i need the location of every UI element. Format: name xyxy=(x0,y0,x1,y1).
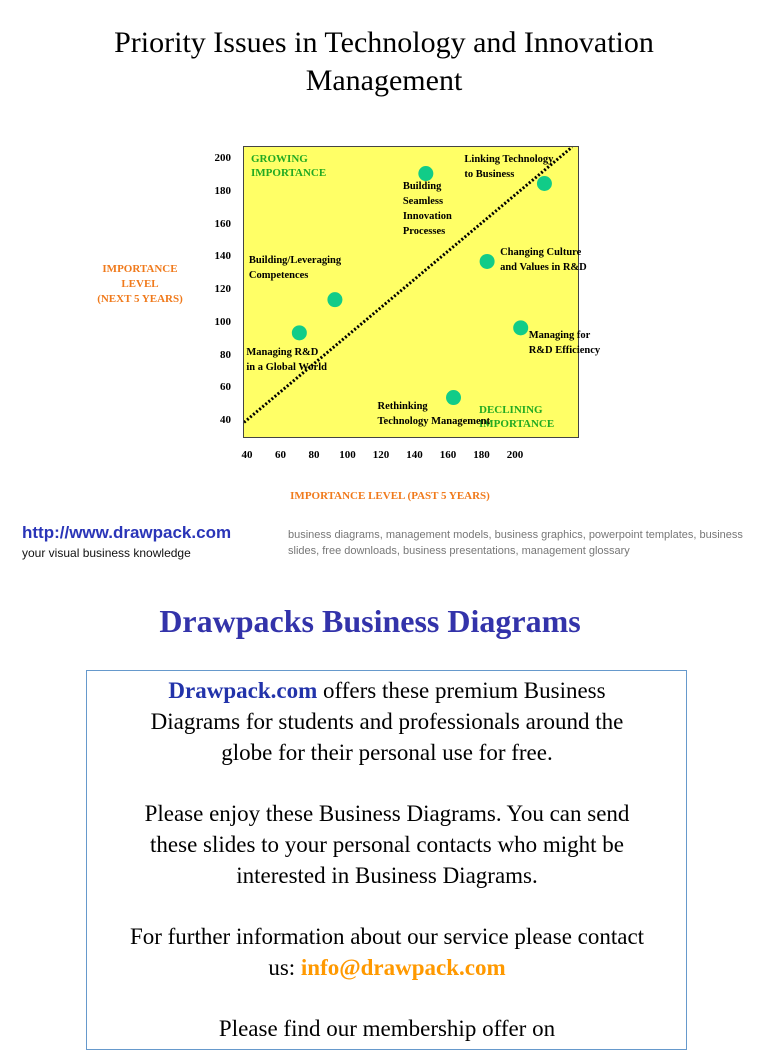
x-tick-label: 160 xyxy=(439,449,457,461)
plot-area xyxy=(243,146,601,438)
brand-link[interactable]: Drawpack.com xyxy=(168,678,318,703)
zone-label-line: IMPORTANCE xyxy=(251,167,327,179)
point-label xyxy=(464,152,553,182)
info-line xyxy=(87,675,687,706)
title-line-2: Management xyxy=(305,64,463,97)
x-axis-label: IMPORTANCE LEVEL (PAST 5 YEARS) xyxy=(290,490,490,502)
zone-label-line: DECLINING xyxy=(479,404,543,416)
point-label-line: Seamless xyxy=(402,195,444,207)
zone-label-line: IMPORTANCE xyxy=(479,418,555,430)
x-tick-label: 200 xyxy=(506,449,524,461)
point-label xyxy=(249,253,341,283)
point-label xyxy=(378,399,491,429)
y-tick-label: 120 xyxy=(214,283,231,295)
info-line: Diagrams for students and professionals around the xyxy=(150,709,624,734)
x-tick-label: 60 xyxy=(275,449,286,461)
tagline: your visual business knowledge xyxy=(22,546,191,560)
info-paragraph-2 xyxy=(87,798,687,891)
section-title: Drawpacks Business Diagrams xyxy=(159,603,581,639)
point-label xyxy=(403,179,452,239)
y-tick-label: 140 xyxy=(214,250,231,263)
info-paragraph-1 xyxy=(87,675,687,768)
y-tick-label: 100 xyxy=(214,315,231,328)
info-line: Please find our membership offer on xyxy=(218,1016,556,1041)
y-tick-label: 60 xyxy=(220,381,231,394)
website-link[interactable]: http://www.drawpack.com xyxy=(22,523,232,542)
point-label-line: and Values in R&D xyxy=(500,262,587,274)
y-tick-label: 80 xyxy=(220,348,231,361)
info-box xyxy=(86,670,687,1050)
point-label-line: Managing for xyxy=(528,329,591,341)
point-label-line: Building xyxy=(402,180,442,192)
point-label-line: Competences xyxy=(248,269,309,281)
data-point xyxy=(480,254,495,269)
point-label-line: R&D Efficiency xyxy=(528,344,601,356)
info-line xyxy=(87,952,687,983)
point-label-line: to Business xyxy=(464,168,515,180)
data-point xyxy=(292,325,307,340)
info-line: these slides to your personal contacts who might be xyxy=(150,832,624,857)
y-tick-label: 180 xyxy=(214,184,231,197)
point-label-line: Managing R&D xyxy=(246,346,319,358)
point-label-line: Changing Culture xyxy=(500,247,582,259)
y-axis-label xyxy=(86,262,194,307)
point-label-line: Innovation xyxy=(402,210,452,222)
x-tick-label: 180 xyxy=(473,449,490,461)
zone-label-line: GROWING xyxy=(251,153,308,165)
point-label xyxy=(246,345,327,375)
x-tick-label: 80 xyxy=(308,449,320,461)
info-paragraph-3 xyxy=(87,921,687,983)
x-tick-label: 120 xyxy=(372,449,390,461)
y-axis-label-line: IMPORTANCE xyxy=(102,263,178,275)
data-point xyxy=(513,320,528,335)
title-line-1: Priority Issues in Technology and Innovation xyxy=(114,26,654,59)
info-line: interested in Business Diagrams. xyxy=(236,863,538,888)
point-label-line: in a Global World xyxy=(246,361,327,373)
info-paragraph-4 xyxy=(87,1013,687,1044)
info-line: globe for their personal use for free. xyxy=(221,740,553,765)
growing-importance-zone-label xyxy=(251,152,326,180)
info-line: Please enjoy these Business Diagrams. You can send xyxy=(144,801,630,826)
point-label-line: Processes xyxy=(402,225,446,237)
x-tick-label: 40 xyxy=(241,449,253,461)
y-tick-label: 40 xyxy=(220,414,231,426)
info-line: For further information about our service please contact xyxy=(129,924,645,949)
info-text: us: xyxy=(268,955,301,980)
point-label-line: Building/Leveraging xyxy=(248,254,342,266)
info-text: offers these premium Business xyxy=(317,678,606,703)
y-tick-label: 200 xyxy=(214,152,231,164)
point-label-line: Rethinking xyxy=(377,400,428,412)
y-axis-label-line: (NEXT 5 YEARS) xyxy=(97,293,183,305)
point-label-line: Technology Management xyxy=(377,415,490,427)
point-label-line: Linking Technology xyxy=(464,153,554,165)
declining-importance-zone-label xyxy=(479,403,554,431)
y-axis-label-line: LEVEL xyxy=(121,278,159,290)
keywords-text: business diagrams, management models, business graphics, powerpoint templates, business slides, free downloads, business presentations, management glossary xyxy=(288,529,743,557)
page-title xyxy=(0,24,768,100)
email-link[interactable]: info@drawpack.com xyxy=(300,955,506,980)
point-label xyxy=(529,328,600,358)
data-point xyxy=(327,292,342,307)
x-tick-label: 100 xyxy=(339,449,356,461)
y-tick-label: 160 xyxy=(214,217,231,230)
point-label xyxy=(500,245,587,275)
x-tick-label: 140 xyxy=(406,449,423,461)
